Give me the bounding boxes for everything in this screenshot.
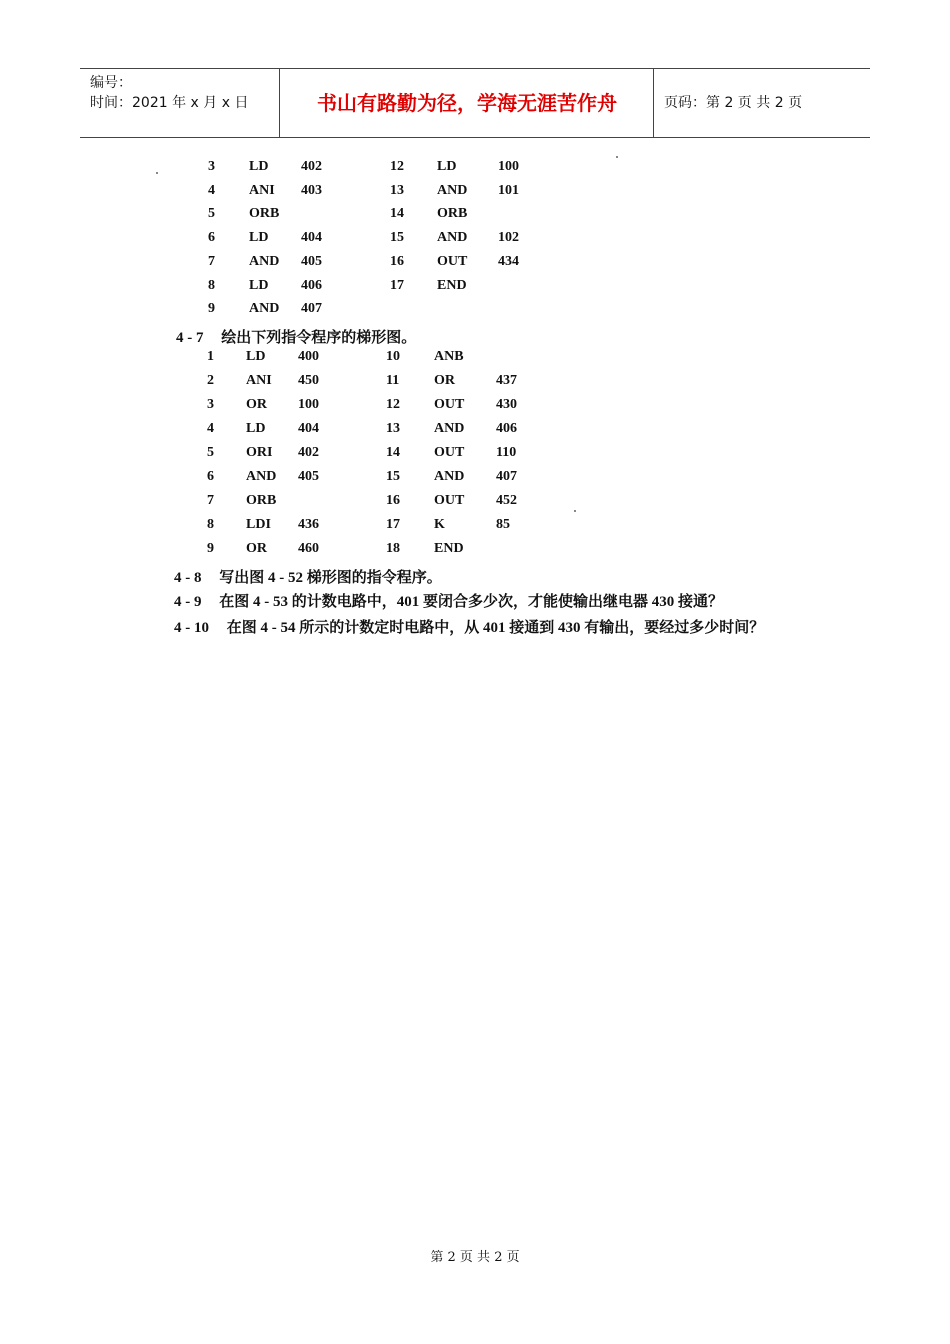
operand: 405 <box>298 469 319 484</box>
step-number: 1 <box>207 349 214 364</box>
step-number: 6 <box>208 230 215 246</box>
instruction-row <box>150 346 790 368</box>
operand: 400 <box>298 349 319 364</box>
operand: 430 <box>496 397 517 412</box>
question-number: 4 - 10 <box>174 620 209 636</box>
opcode: AND <box>434 421 465 436</box>
operand: 110 <box>496 445 517 460</box>
header-meta <box>80 69 280 137</box>
instruction-row <box>150 203 790 225</box>
step-number: 5 <box>208 206 215 222</box>
document-header <box>80 68 870 138</box>
opcode: AND <box>249 253 280 269</box>
opcode: ANI <box>249 182 275 198</box>
instruction-row <box>150 418 790 440</box>
operand: 406 <box>496 421 517 436</box>
opcode: OUT <box>437 253 468 269</box>
question-4-9 <box>174 590 723 611</box>
instruction-row <box>150 370 790 392</box>
operand: 434 <box>498 253 519 269</box>
opcode: ORB <box>246 493 277 508</box>
step-number: 4 <box>207 421 214 436</box>
question-text: 绘出下列指令程序的梯形图。 <box>221 330 417 346</box>
step-number: 9 <box>207 541 214 556</box>
opcode: LDI <box>246 517 271 532</box>
opcode: LD <box>249 230 269 246</box>
opcode: LD <box>249 159 269 174</box>
step-number: 5 <box>207 445 214 460</box>
step-number: 12 <box>386 397 400 412</box>
opcode: OUT <box>434 493 465 508</box>
instruction-row <box>150 275 790 297</box>
operand: 101 <box>498 182 519 198</box>
operand: 437 <box>496 373 517 388</box>
instruction-row <box>150 180 790 202</box>
opcode: AND <box>437 230 468 246</box>
step-number: 18 <box>386 541 400 556</box>
operand: 404 <box>301 230 322 246</box>
operand: 100 <box>498 159 519 174</box>
step-number: 7 <box>207 493 214 508</box>
opcode: END <box>434 541 464 556</box>
step-number: 16 <box>390 253 404 269</box>
instruction-row <box>150 442 790 464</box>
header-page-info: 页码：第 2 页 共 2 页 <box>664 95 803 111</box>
step-number: 7 <box>208 253 215 269</box>
step-number: 13 <box>386 421 400 436</box>
step-number: 3 <box>208 159 215 174</box>
instruction-row <box>150 538 790 560</box>
operand: 85 <box>496 517 510 532</box>
opcode: LD <box>246 349 266 364</box>
instruction-row <box>150 514 790 536</box>
opcode: AND <box>434 469 465 484</box>
instruction-row <box>150 156 790 178</box>
operand: 100 <box>298 397 319 412</box>
operand: 402 <box>301 159 322 174</box>
instruction-row <box>150 466 790 488</box>
step-number: 10 <box>386 349 400 364</box>
number-label: 编号： <box>90 75 132 91</box>
question-text: 在图 4 - 54 所示的计数定时电路中，从 401 接通到 430 有输出，要经过多少时间？ <box>226 620 765 636</box>
operand: 407 <box>496 469 517 484</box>
step-number: 12 <box>390 159 404 174</box>
operand: 406 <box>301 277 322 293</box>
opcode: OUT <box>434 397 465 412</box>
opcode: END <box>437 277 467 293</box>
operand: 102 <box>498 230 519 246</box>
operand: 404 <box>298 421 319 436</box>
instruction-row <box>150 298 790 320</box>
opcode: OR <box>434 373 455 388</box>
question-text: 在图 4 - 53 的计数电路中，401 要闭合多少次，才能使输出继电器 430 接通？ <box>219 594 723 610</box>
operand: 407 <box>301 301 322 317</box>
operand: 460 <box>298 541 319 556</box>
step-number: 11 <box>386 373 400 388</box>
opcode: ORB <box>249 206 280 222</box>
step-number: 17 <box>386 517 400 532</box>
step-number: 9 <box>208 301 215 317</box>
instruction-row <box>150 251 790 273</box>
opcode: OUT <box>434 445 465 460</box>
question-number: 4 - 7 <box>176 330 204 346</box>
step-number: 2 <box>207 373 214 388</box>
date-line: 时间：2021 年 x 月 x 日 <box>90 95 249 111</box>
operand: 452 <box>496 493 517 508</box>
scan-speck <box>616 156 618 158</box>
opcode: LD <box>437 159 457 174</box>
step-number: 14 <box>390 206 404 222</box>
step-number: 15 <box>386 469 400 484</box>
page-footer: 第 2 页 共 2 页 <box>430 1250 520 1265</box>
scan-speck <box>574 510 576 512</box>
step-number: 6 <box>207 469 214 484</box>
opcode: K <box>434 517 445 532</box>
question-4-8 <box>174 566 442 587</box>
opcode: AND <box>249 301 280 317</box>
question-number: 4 - 9 <box>174 594 202 610</box>
opcode: AND <box>246 469 277 484</box>
opcode: LD <box>249 277 269 293</box>
step-number: 14 <box>386 445 400 460</box>
operand: 436 <box>298 517 319 532</box>
operand: 402 <box>298 445 319 460</box>
opcode: OR <box>246 541 267 556</box>
opcode: ANB <box>434 349 464 364</box>
instruction-row <box>150 394 790 416</box>
step-number: 4 <box>208 182 215 198</box>
scan-speck <box>156 172 158 174</box>
opcode: ORB <box>437 206 468 222</box>
operand: 450 <box>298 373 319 388</box>
header-motto: 书山有路勤为径，学海无涯苦作舟 <box>281 69 654 137</box>
opcode: LD <box>246 421 266 436</box>
opcode: ORI <box>246 445 273 460</box>
operand: 405 <box>301 253 322 269</box>
step-number: 15 <box>390 230 404 246</box>
opcode: AND <box>437 182 468 198</box>
step-number: 8 <box>208 277 215 293</box>
step-number: 8 <box>207 517 214 532</box>
opcode: ANI <box>246 373 272 388</box>
step-number: 3 <box>207 397 214 412</box>
opcode: OR <box>246 397 267 412</box>
step-number: 16 <box>386 493 400 508</box>
step-number: 17 <box>390 277 404 293</box>
step-number: 13 <box>390 182 404 198</box>
question-4-10 <box>174 616 764 637</box>
question-number: 4 - 8 <box>174 570 202 586</box>
scanned-exercise-block <box>150 150 800 650</box>
instruction-row <box>150 227 790 249</box>
question-text: 写出图 4 - 52 梯形图的指令程序。 <box>219 570 442 586</box>
question-4-7 <box>176 326 416 347</box>
operand: 403 <box>301 182 322 198</box>
instruction-row <box>150 490 790 512</box>
